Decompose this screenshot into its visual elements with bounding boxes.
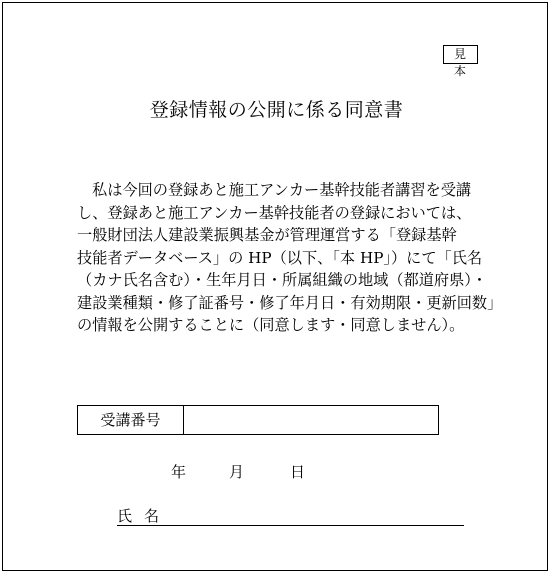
consent-statement xyxy=(77,179,503,337)
month-label: 月 xyxy=(229,463,245,481)
statement-line: 私は今回の登録あと施工アンカー基幹技能者講習を受講 xyxy=(92,181,472,199)
name-label: 氏名 xyxy=(117,507,172,525)
year-label: 年 xyxy=(171,463,187,481)
course-number-label: 受講番号 xyxy=(78,406,184,434)
statement-line: 建設業種類・修了証番号・修了年月日・有効期限・更新回数」 xyxy=(77,293,503,312)
statement-line: の情報を公開することに（同意します・同意しません）。 xyxy=(77,316,465,334)
statement-line: 一般財団法人建設業振興基金が管理運営する「登録基幹 xyxy=(77,226,457,244)
sample-stamp: 見本 xyxy=(443,45,478,64)
statement-line: し、登録あと施工アンカー基幹技能者の登録においては、 xyxy=(77,203,472,222)
course-number-input[interactable] xyxy=(184,406,438,434)
course-number-field xyxy=(77,405,439,435)
statement-line: 技能者データベース」の HP（以下、「本 HP」）にて「氏名 xyxy=(77,248,483,267)
document-title: 登録情報の公開に係る同意書 xyxy=(149,99,404,121)
name-field[interactable] xyxy=(117,505,464,526)
statement-line: （カナ氏名含む）・生年月日・所属組織の地域（都道府県）・ xyxy=(77,271,488,289)
day-label: 日 xyxy=(290,463,306,481)
